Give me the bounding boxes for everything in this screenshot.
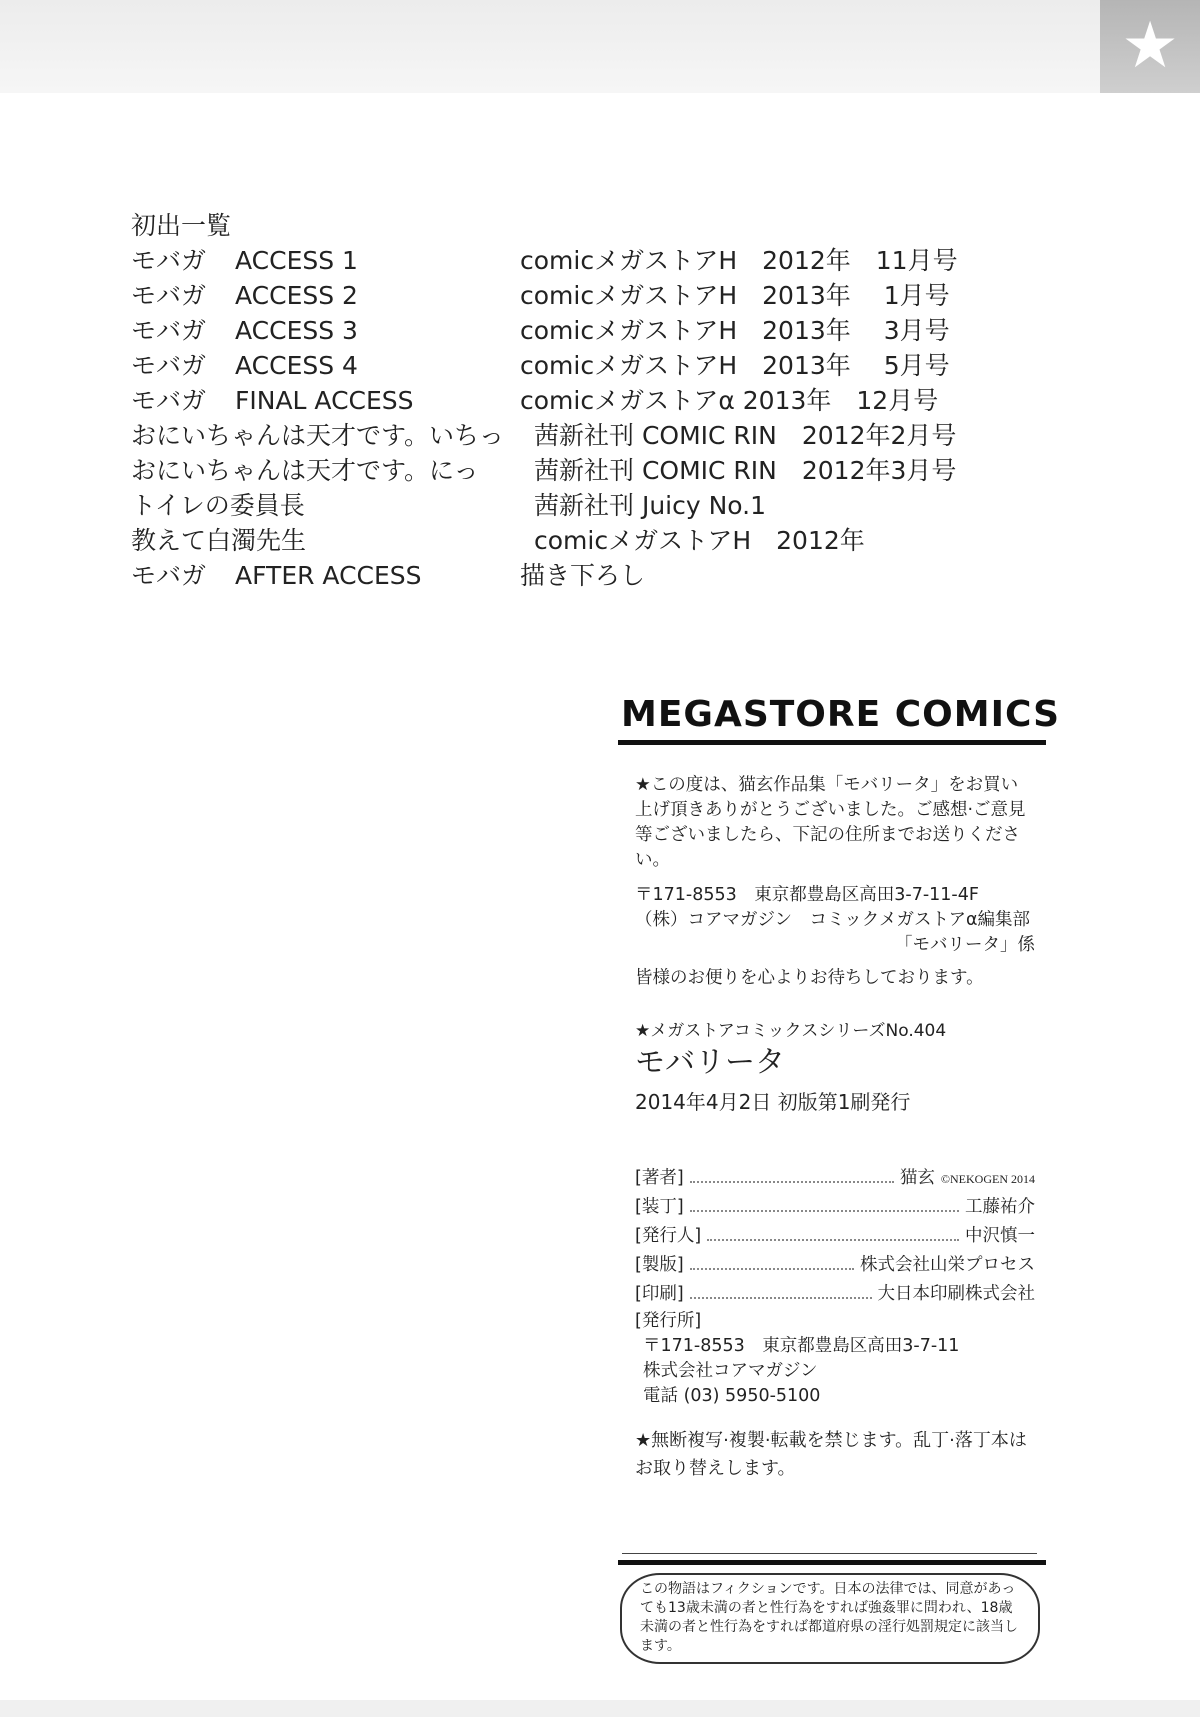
address-line: 「モバリータ」係 [895,935,1035,955]
bottom-band [0,1700,1200,1717]
credit-row [635,1164,1035,1193]
credit-value: 中沢慎一 [965,1226,1035,1246]
source: 茜新社刊 COMIC RIN 2012年2月号 [534,421,957,450]
list-row [131,558,958,593]
list-row [131,313,958,348]
divider [618,740,1046,745]
series-name: モバガ [131,316,207,345]
list-row [131,243,958,278]
credit-label: [製版] [635,1255,684,1275]
leader-dots [690,1252,854,1270]
publication-list [131,208,958,593]
credit-label: [著者] [635,1168,684,1188]
address-line: （株）コアマガジン コミックメガストアα編集部 [635,910,1031,930]
star-icon: ★ [1100,0,1200,93]
credit-row [635,1193,1035,1222]
source: comicメガストアH 2012年 [534,526,865,555]
address [635,883,1035,958]
leader-dots [690,1281,872,1299]
list-row [131,278,958,313]
leader-dots [690,1165,894,1183]
chapter-name: FINAL ACCESS [235,386,414,415]
leader-dots [707,1223,959,1241]
series-name: トイレの委員長 [131,491,305,520]
credit-value: 大日本印刷株式会社 [877,1284,1035,1304]
copyright: ©NEKOGEN 2014 [940,1172,1035,1186]
colophon-column [635,773,1035,1483]
list-row [131,348,958,383]
publisher-info [635,1334,1035,1409]
series-name: モバガ [131,281,207,310]
list-row [131,453,958,488]
book-title: モバリータ [635,1045,785,1080]
publisher-address: 〒171-8553 東京都豊島区高田3-7-11 [643,1336,960,1356]
source: comicメガストアH 2013年 5月号 [520,351,950,380]
credit-label: [印刷] [635,1284,684,1304]
series-name: 教えて白濁先生 [131,526,307,555]
credit-value: 株式会社山栄プロセス [860,1255,1035,1275]
copyright-notice: ★無断複写·複製·転載を禁じます。乱丁·落丁本はお取り替えします。 [635,1430,1027,1479]
publisher-phone: 電話 (03) 5950-5100 [643,1386,821,1406]
disclaimer-text: この物語はフィクションです。日本の法律では、同意があっても13歳未満の者と性行為をすれば強姦罪に問われ、18歳未満の者と性行為をすれば都道府県の淫行処罰規定に該当します。 [640,1581,1018,1654]
source: 描き下ろし [520,561,646,590]
publisher-name: 株式会社コアマガジン [643,1361,818,1381]
divider [618,1560,1046,1565]
source: comicメガストアH 2012年 11月号 [520,246,958,275]
chapter-name: ACCESS 2 [235,281,358,310]
series-name: モバガ [131,386,207,415]
waiting-text: 皆様のお便りを心よりお待ちしております。 [635,968,984,988]
credit-row [635,1280,1035,1309]
credit-label: [発行人] [635,1226,702,1246]
source: 茜新社刊 COMIC RIN 2012年3月号 [534,456,957,485]
credit-label: [装丁] [635,1197,684,1217]
source: comicメガストアH 2013年 3月号 [520,316,950,345]
list-title: 初出一覧 [131,211,232,240]
series-name: おにいちゃんは天才です。にっ [131,456,479,485]
series-number: ★メガストアコミックスシリーズNo.404 [635,1021,947,1041]
publish-date: 2014年4月2日 初版第1刷発行 [635,1090,911,1114]
source: comicメガストアH 2013年 1月号 [520,281,950,310]
list-row [131,488,958,523]
series-name: おにいちゃんは天才です。いちっ [131,421,505,450]
address-line: 〒171-8553 東京都豊島区高田3-7-11-4F [635,885,979,905]
thanks-text: ★この度は、猫玄作品集「モバリータ」をお買い上げ頂きありがとうございました。ご感想·ご意見等ございましたら、下記の住所までお送りください。 [635,775,1026,870]
series-name: モバガ [131,351,207,380]
series-name: モバガ [131,246,207,275]
credits [635,1164,1035,1309]
leader-dots [690,1194,959,1212]
chapter-name: ACCESS 3 [235,316,358,345]
chapter-name: ACCESS 4 [235,351,358,380]
divider [622,1553,1037,1554]
publisher-label: [発行所] [635,1311,702,1331]
chapter-name: ACCESS 1 [235,246,358,275]
list-row [131,418,958,453]
list-row [131,523,958,558]
credit-value: 猫玄 [899,1168,935,1188]
top-band [0,0,1100,93]
series-name: モバガ [131,561,207,590]
source: comicメガストアα 2013年 12月号 [520,386,939,415]
credit-row [635,1222,1035,1251]
chapter-name: AFTER ACCESS [235,561,422,590]
source: 茜新社刊 Juicy No.1 [534,491,767,520]
credit-row [635,1251,1035,1280]
disclaimer-box [620,1573,1040,1664]
credit-value: 工藤祐介 [965,1197,1035,1217]
brand-logo: MEGASTORE COMICS [621,694,1061,735]
list-row [131,383,958,418]
